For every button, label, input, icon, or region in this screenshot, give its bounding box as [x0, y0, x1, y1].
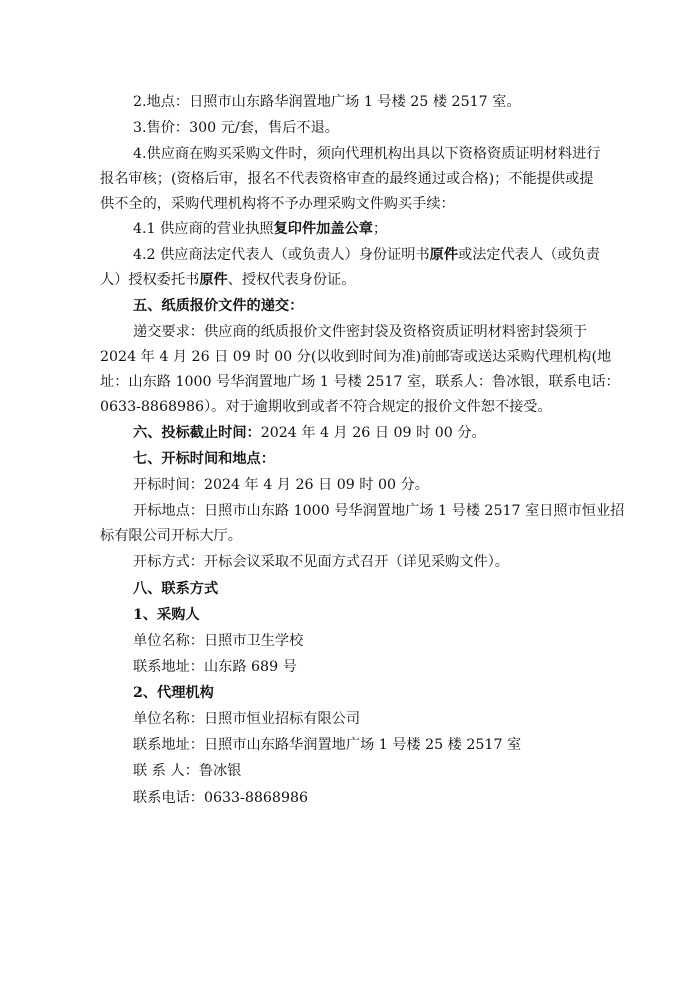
section-6-heading: 六、投标截止时间： [133, 425, 261, 441]
agent-name: 单位名称：日照市恒业招标有限公司 [133, 711, 361, 727]
buyer-name: 单位名称：日照市卫生学校 [133, 633, 304, 649]
sale-price: 3.售价：300 元/套，售后不退。 [133, 120, 339, 136]
section-8-heading: 八、联系方式 [133, 581, 219, 597]
section-7-heading: 七、开标时间和地点： [133, 451, 275, 467]
opening-time: 开标时间：2024 年 4 月 26 日 09 时 00 分。 [133, 477, 429, 493]
opening-place-line-2: 标有限公司开标大厅。 [100, 528, 242, 544]
submission-line-4: 0633-8868986）。对于逾期收到或者不符合规定的报价文件恕不接受。 [100, 399, 552, 415]
section-5-heading: 五、纸质报价文件的递交： [133, 298, 304, 314]
requirement-4-1: 4.1 供应商的营业执照复印件加盖公章； [133, 221, 388, 237]
submission-line-3: 址：山东路 1000 号华润置地广场 1 号楼 2517 室，联系人：鲁冰银，联系电话： [100, 374, 620, 390]
buyer-heading: 1、采购人 [133, 607, 200, 623]
agent-heading: 2、代理机构 [133, 685, 214, 701]
requirement-4-2-line-2: 人）授权委托书原件、授权代表身份证。 [100, 272, 356, 288]
requirement-line-1: 4.供应商在购买采购文件时，须向代理机构出具以下资格资质证明材料进行 [133, 146, 601, 162]
buyer-address: 联系地址：山东路 689 号 [133, 659, 297, 675]
sale-location: 2.地点：日照市山东路华润置地广场 1 号楼 25 楼 2517 室。 [133, 94, 521, 110]
submission-line-2: 2024 年 4 月 26 日 09 时 00 分(以收到时间为准)前邮寄或送达采购代理机构(地 [100, 349, 612, 365]
requirement-line-3: 供不全的，采购代理机构将不予办理采购文件购买手续： [100, 196, 455, 212]
deadline-row [133, 424, 486, 442]
deadline-value: 2024 年 4 月 26 日 09 时 00 分。 [260, 425, 486, 441]
requirement-line-2: 报名审核；(资格后审，报名不代表资格审查的最终通过或合格)；不能提供或提 [100, 171, 594, 187]
agent-phone: 联系电话：0633-8868986 [133, 790, 309, 806]
agent-address: 联系地址：日照市山东路华润置地广场 1 号楼 25 楼 2517 室 [133, 737, 522, 753]
submission-line-1: 递交要求：供应商的纸质报价文件密封袋及资格资质证明材料密封袋须于 [133, 324, 588, 340]
opening-place-line-1: 开标地点：日照市山东路 1000 号华润置地广场 1 号楼 2517 室日照市恒业招 [133, 503, 625, 519]
opening-method: 开标方式：开标会议采取不见面方式召开（详见采购文件）。 [133, 554, 509, 570]
agent-contact: 联 系 人：鲁冰银 [133, 763, 242, 779]
requirement-4-2-line-1: 4.2 供应商法定代表人（或负责人）身份证明书原件或法定代表人（或负责 [133, 247, 600, 263]
